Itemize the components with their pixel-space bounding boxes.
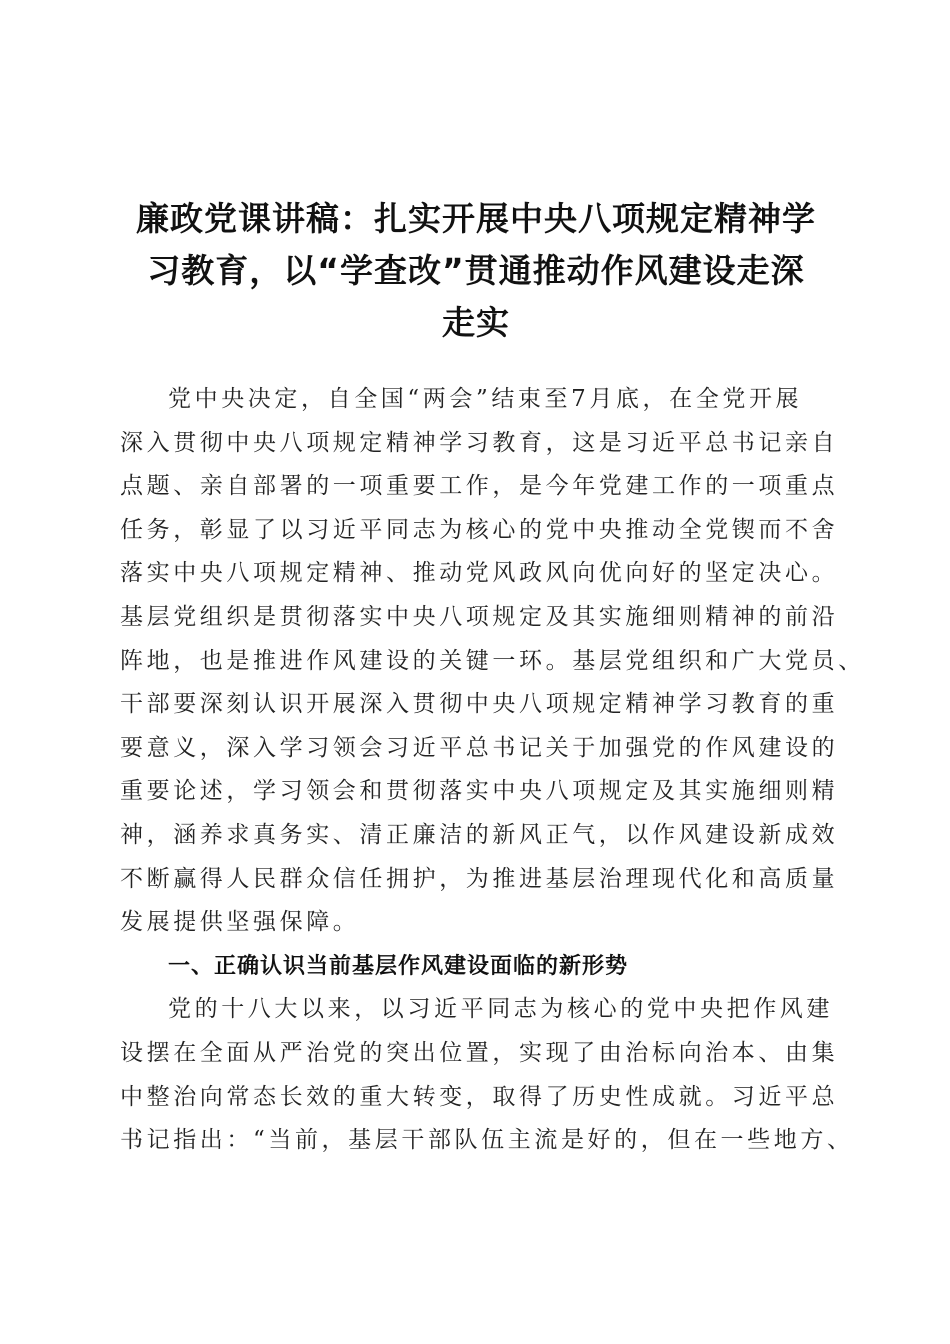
title-line: 习教育，以“学查改”贯通推动作风建设走深 [147,251,805,290]
text-line: 阵地，也是推进作风建设的关键一环。基层党组织和广大党员、 [120,647,865,674]
paragraph-intro [120,378,865,945]
document-body [120,378,865,1163]
text-line: 不断赢得人民群众信任拥护，为推进基层治理现代化和高质量 [120,865,839,892]
title-line: 走实 [442,303,510,342]
text-line: 发展提供坚强保障。 [120,909,360,936]
text-line: 要意义，深入学习领会习近平总书记关于加强党的作风建设的 [120,734,839,761]
text-line: 党中央决定，自全国“两会”结束至7月底，在全党开展 [168,386,803,412]
section-heading: 一、正确认识当前基层作风建设面临的新形势 [168,953,629,979]
text-line: 书记指出：“当前，基层干部队伍主流是好的，但在一些地方、 [120,1127,854,1154]
text-line: 基层党组织是贯彻落实中央八项规定及其实施细则精神的前沿 [120,603,839,630]
text-line: 落实中央八项规定精神、推动党风政风向优向好的坚定决心。 [120,560,839,587]
text-line: 任务，彰显了以习近平同志为核心的党中央推动全党锲而不舍 [120,516,839,543]
text-line: 党的十八大以来，以习近平同志为核心的党中央把作风建 [168,996,833,1023]
text-line: 干部要深刻认识开展深入贯彻中央八项规定精神学习教育的重 [120,691,839,718]
title-line: 廉政党课讲稿：扎实开展中央八项规定精神学 [136,199,816,238]
text-line: 设摆在全面从严治党的突出位置，实现了由治标向治本、由集 [120,1039,839,1066]
text-line: 神，涵养求真务实、清正廉洁的新风正气，以作风建设新成效 [120,821,839,848]
paragraph-section1 [120,988,854,1162]
document-title [118,193,834,349]
text-line: 点题、亲自部署的一项重要工作，是今年党建工作的一项重点 [120,473,839,500]
text-line: 深入贯彻中央八项规定精神学习教育，这是习近平总书记亲自 [120,429,839,456]
text-line: 重要论述，学习领会和贯彻落实中央八项规定及其实施细则精 [120,778,839,805]
text-line: 中整治向常态长效的重大转变，取得了历史性成就。习近平总 [120,1083,839,1110]
